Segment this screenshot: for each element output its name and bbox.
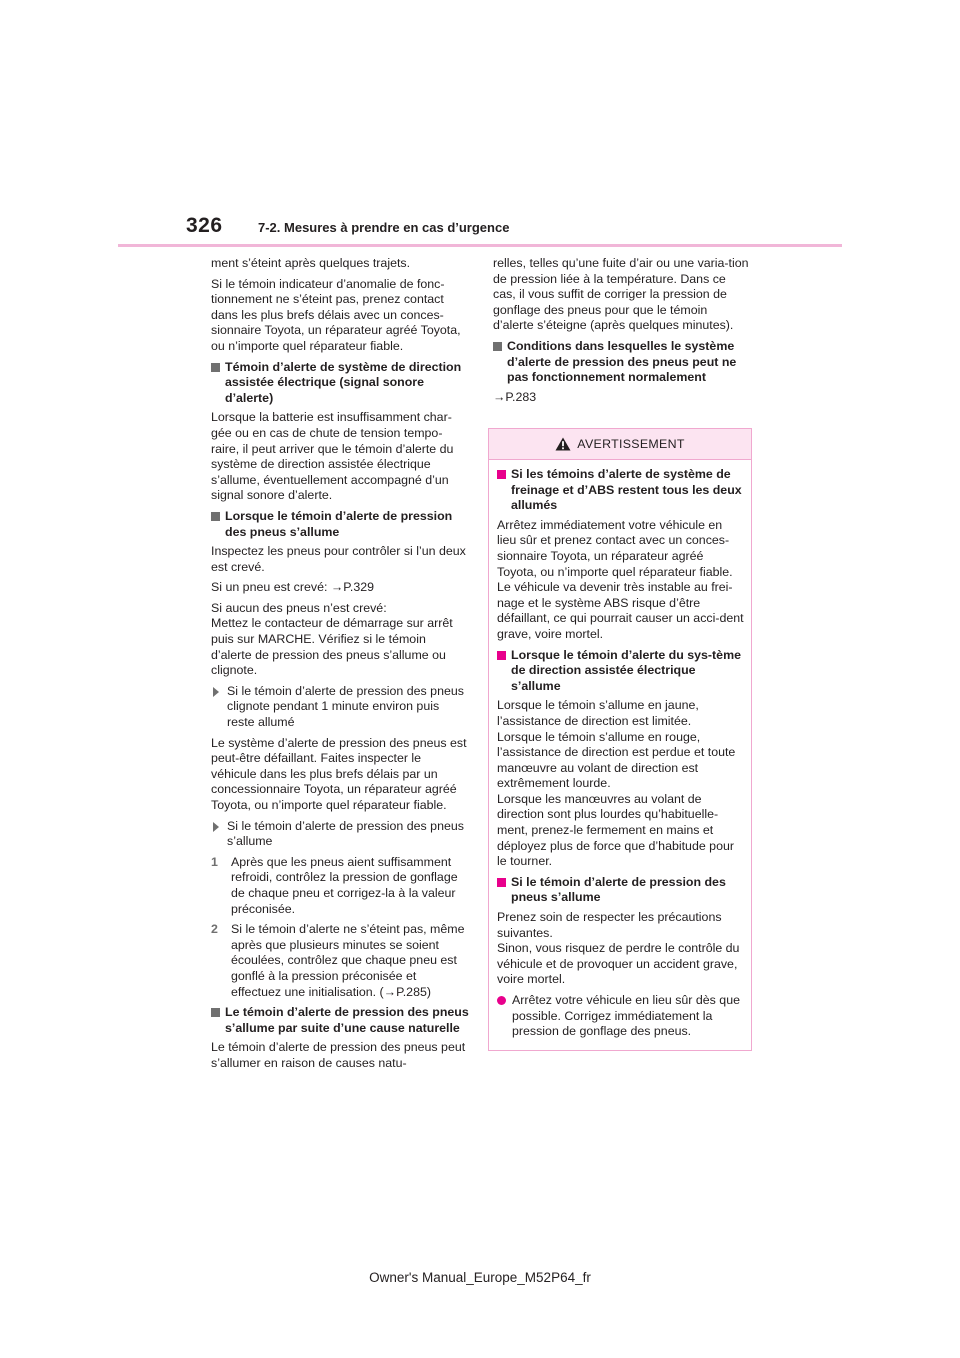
paragraph: Lorsque le témoin s’allume en rouge, l’assistance de direction est perdue et toute manœuvre au volant de direction est extrêmement lourde.	[497, 729, 736, 791]
paragraph: Mettez le contacteur de démarrage sur arrêt puis sur MARCHE. Vérifiez si le témoin d’alerte de pression des pneus s’allume ou clignote.	[211, 616, 453, 678]
section-heading	[211, 360, 469, 407]
warning-bullet	[497, 993, 744, 1040]
paragraph: Si aucun des pneus n’est crevé:	[211, 600, 387, 615]
paragraph: Lorsque le témoin s’allume en jaune, l’assistance de direction est limitée.	[497, 698, 699, 728]
warning-header	[489, 429, 751, 460]
section-heading	[211, 1005, 469, 1036]
warning-heading	[497, 648, 744, 695]
section-title: 7-2. Mesures à prendre en cas d’urgence	[258, 220, 510, 235]
heading-text: Si le témoin d’alerte de pression des pneus s’allume	[511, 874, 726, 905]
footer-text: Owner's Manual_Europe_M52P64_fr	[369, 1270, 591, 1285]
triangle-arrow-icon	[213, 687, 219, 697]
numbered-step	[211, 922, 469, 1000]
warning-triangle-icon	[555, 437, 571, 451]
paragraph: ment s’éteint après quelques trajets.	[211, 256, 411, 270]
square-bullet-icon	[211, 512, 220, 521]
square-bullet-icon	[497, 651, 506, 660]
triangle-arrow-icon	[213, 822, 219, 832]
warning-heading	[497, 875, 744, 906]
paragraph: Le témoin d’alerte de pression des pneus peut s’allumer en raison de causes natu-	[211, 1040, 466, 1070]
numbered-step	[211, 855, 469, 917]
paragraph: relles, telles qu’une fuite d’air ou une varia-tion de pression liée à la température. Dans ce cas, il vous suffit de corriger la pression de gonflage des pneus pour que le témoin d’alerte s’éteigne (après quelques minutes).	[493, 256, 749, 333]
warning-heading	[497, 467, 744, 514]
heading-text: Témoin d’alerte de système de direction assistée électrique (signal sonore d’alerte)	[225, 359, 462, 405]
heading-text: Si les témoins d’alerte de système de freinage et d’ABS restent tous les deux allumés	[511, 467, 742, 513]
bullet-text: Arrêtez votre véhicule en lieu sûr dès que possible. Corrigez immédiatement la pression de gonflage des pneus.	[512, 993, 740, 1039]
step-number: 1	[211, 854, 218, 869]
page-reference: Si un pneu est crevé: →P.329	[211, 580, 375, 595]
warning-title: AVERTISSEMENT	[577, 437, 685, 451]
paragraph: Si le témoin indicateur d’anomalie de fonc-tionnement ne s’éteint pas, prenez contact dans les plus brefs délais avec un conces-sionnaire Toyota, un réparateur agréé Toyota, ou n’importe quel réparateur fiable.	[211, 276, 461, 353]
square-bullet-icon	[497, 878, 506, 887]
sub-heading	[211, 819, 469, 850]
square-bullet-icon	[497, 470, 506, 479]
paragraph: Prenez soin de respecter les précautions suivantes.	[497, 910, 722, 940]
heading-text: Lorsque le témoin d’alerte de pression des pneus s’allume	[225, 508, 453, 539]
step-text: Si le témoin d’alerte ne s’éteint pas, même après que plusieurs minutes se soient écoulées, contrôlez que chaque pneu est gonflé à la pression préconisée et effectuez une initialisation. (→P.285)	[231, 922, 465, 999]
paragraph: Lorsque la batterie est insuffisamment char-gée ou en cas de chute de tension tempo-raire, il peut arriver que le témoin d’alerte du système de direction assistée électrique s’allume, éventuellement accompagné d’un signal sonore d’alerte.	[211, 410, 454, 503]
heading-text: Conditions dans lesquelles le système d’alerte de pression des pneus peut ne pas fonctionnement normalement	[507, 338, 737, 385]
right-column	[493, 256, 750, 410]
left-column	[211, 256, 469, 1077]
page-number: 326	[186, 214, 223, 237]
header-rule	[118, 244, 842, 247]
warning-box	[488, 428, 752, 1051]
paragraph: Arrêtez immédiatement votre véhicule en lieu sûr et prenez contact avec un conces-sionnaire Toyota, un réparateur agréé Toyota, ou n’importe quel réparateur fiable.	[497, 517, 733, 579]
heading-text: Le témoin d’alerte de pression des pneus s’allume par suite d’une cause naturelle	[225, 1005, 469, 1035]
paragraph: Le véhicule va devenir très instable au frei-nage et le système ABS risque d’être défaillant, ce qui pourrait causer un acci-dent grave, voire mortel.	[497, 580, 744, 641]
paragraph: Le système d’alerte de pression des pneus est peut-être défaillant. Faites inspecter le véhicule dans les plus brefs délais par un concessionnaire Toyota, un réparateur agréé Toyota, ou n’importe quel réparateur fiable.	[211, 735, 467, 812]
paragraph: Lorsque les manœuvres au volant de direction sont plus lourdes qu’habituelle-ment, prenez-le fermement en mains et déployez plus de force que d’habitude pour le tourner.	[497, 791, 734, 869]
step-text: Après que les pneus aient suffisamment refroidi, contrôlez la pression de gonflage de chaque pneu et corrigez-la à la valeur préconisée.	[231, 854, 458, 916]
section-heading	[211, 509, 469, 540]
heading-text: Lorsque le témoin d’alerte du sys-tème de direction assistée électrique s’allume	[511, 647, 741, 693]
square-bullet-icon	[211, 363, 220, 372]
paragraph: Inspectez les pneus pour contrôler si l’un deux est crevé.	[211, 544, 466, 574]
sub-heading-text: Si le témoin d’alerte de pression des pneus s’allume	[227, 818, 464, 849]
step-number: 2	[211, 922, 218, 937]
sub-heading	[211, 684, 469, 731]
square-bullet-icon	[211, 1008, 220, 1017]
paragraph: Sinon, vous risquez de perdre le contrôle du véhicule et de provoquer un accident grave, voire mortel.	[497, 941, 740, 987]
warning-body	[489, 460, 751, 1050]
square-bullet-icon	[493, 342, 502, 351]
round-bullet-icon	[497, 996, 506, 1005]
page-reference: →P.283	[493, 389, 537, 404]
sub-heading-text: Si le témoin d’alerte de pression des pneus clignote pendant 1 minute environ puis reste allumé	[227, 683, 464, 730]
section-heading	[493, 339, 750, 386]
